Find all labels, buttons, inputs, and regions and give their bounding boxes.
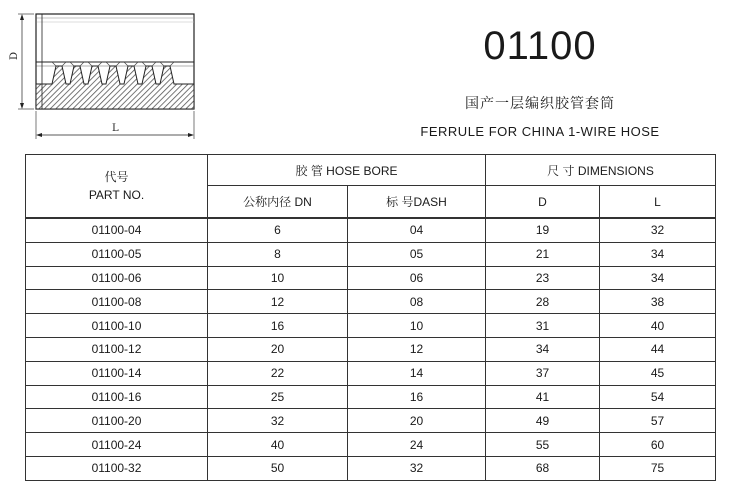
dash-cell: 20 [348, 409, 486, 433]
part-no-cell: 01100-08 [26, 290, 208, 314]
dn-cell: 6 [208, 218, 348, 242]
l-cell: 32 [600, 218, 716, 242]
d-cell: 34 [486, 337, 600, 361]
table-row [26, 290, 716, 314]
dim-d-label: D [9, 51, 20, 60]
l-cell: 75 [600, 456, 716, 480]
table-row [26, 456, 716, 480]
d-cell: 21 [486, 242, 600, 266]
l-header: L [600, 186, 716, 219]
part-no-cell: 01100-10 [26, 314, 208, 338]
dash-header: 标 号DASH [348, 186, 486, 219]
dn-cell: 50 [208, 456, 348, 480]
table-row [26, 314, 716, 338]
d-header: D [486, 186, 600, 219]
dn-cell: 22 [208, 361, 348, 385]
d-cell: 55 [486, 433, 600, 457]
part-no-cell: 01100-05 [26, 242, 208, 266]
dash-cell: 08 [348, 290, 486, 314]
d-cell: 41 [486, 385, 600, 409]
dn-cell: 8 [208, 242, 348, 266]
l-cell: 44 [600, 337, 716, 361]
d-cell: 49 [486, 409, 600, 433]
dn-cell: 16 [208, 314, 348, 338]
part-no-cell: 01100-04 [26, 218, 208, 242]
part-code-title: 01100 [483, 24, 597, 68]
table-row [26, 409, 716, 433]
d-cell: 19 [486, 218, 600, 242]
table-row [26, 242, 716, 266]
dash-cell: 14 [348, 361, 486, 385]
d-cell: 23 [486, 266, 600, 290]
l-cell: 45 [600, 361, 716, 385]
table-row [26, 385, 716, 409]
dn-cell: 10 [208, 266, 348, 290]
ferrule-drawing [0, 0, 230, 150]
part-no-cell: 01100-16 [26, 385, 208, 409]
dash-cell: 04 [348, 218, 486, 242]
dash-cell: 06 [348, 266, 486, 290]
part-no-cell: 01100-12 [26, 337, 208, 361]
serration-section [36, 66, 194, 109]
l-cell: 34 [600, 242, 716, 266]
dash-cell: 12 [348, 337, 486, 361]
d-cell: 37 [486, 361, 600, 385]
dim-l-label: L [112, 123, 119, 134]
table-row [26, 218, 716, 242]
spec-table-body [26, 218, 716, 480]
part-no-header [26, 155, 208, 219]
part-no-cell: 01100-24 [26, 433, 208, 457]
part-no-header-cn: 代号 [104, 170, 129, 184]
l-cell: 34 [600, 266, 716, 290]
l-cell: 54 [600, 385, 716, 409]
dash-cell: 24 [348, 433, 486, 457]
l-cell: 60 [600, 433, 716, 457]
d-cell: 68 [486, 456, 600, 480]
l-cell: 40 [600, 314, 716, 338]
dn-cell: 20 [208, 337, 348, 361]
dn-cell: 12 [208, 290, 348, 314]
l-cell: 57 [600, 409, 716, 433]
dash-cell: 32 [348, 456, 486, 480]
spec-table [25, 154, 716, 481]
d-cell: 28 [486, 290, 600, 314]
dash-cell: 10 [348, 314, 486, 338]
dn-header: 公称内径 DN [208, 186, 348, 219]
hose-bore-header: 胶 管 HOSE BORE [208, 155, 486, 186]
part-no-cell: 01100-20 [26, 409, 208, 433]
dn-cell: 32 [208, 409, 348, 433]
product-title-en: FERRULE FOR CHINA 1-WIRE HOSE [420, 124, 660, 139]
part-no-cell: 01100-32 [26, 456, 208, 480]
table-row [26, 266, 716, 290]
d-cell: 31 [486, 314, 600, 338]
table-row [26, 361, 716, 385]
dash-cell: 16 [348, 385, 486, 409]
part-no-cell: 01100-06 [26, 266, 208, 290]
dn-cell: 40 [208, 433, 348, 457]
dn-cell: 25 [208, 385, 348, 409]
dash-cell: 05 [348, 242, 486, 266]
part-no-cell: 01100-14 [26, 361, 208, 385]
product-title-cn: 国产一层编织胶管套筒 [465, 96, 615, 112]
table-row [26, 433, 716, 457]
part-no-header-en: PART NO. [88, 188, 145, 202]
l-cell: 38 [600, 290, 716, 314]
table-row [26, 337, 716, 361]
dimensions-header: 尺 寸 DIMENSIONS [486, 155, 716, 186]
